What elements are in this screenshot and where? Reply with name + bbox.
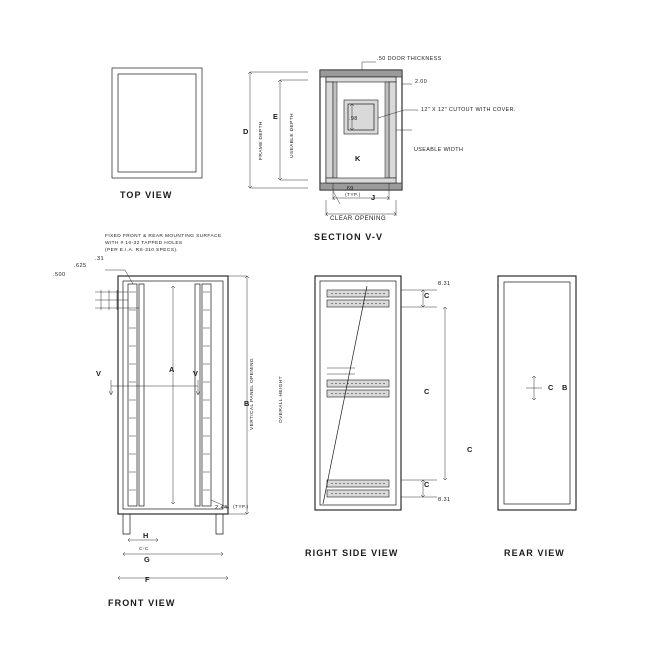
vertical-panel-opening-label: VERTICAL PANEL OPENING bbox=[250, 358, 255, 430]
dim-098: .98 bbox=[349, 116, 358, 122]
right-dim-c-bottom: C bbox=[424, 480, 430, 489]
section-dim-j: J bbox=[371, 193, 376, 202]
front-section-mark-right: V bbox=[193, 369, 199, 378]
dim-069: .69 bbox=[345, 186, 354, 192]
section-dim-d: D bbox=[243, 127, 249, 136]
dim-200: 2.00 bbox=[415, 79, 428, 85]
front-cc-label: C-C bbox=[139, 547, 149, 552]
right-side-view-title: RIGHT SIDE VIEW bbox=[305, 548, 399, 558]
dim-500: .500 bbox=[53, 272, 66, 278]
front-section-mark-left: V bbox=[96, 369, 102, 378]
right-dim-831-bottom: 8.31 bbox=[438, 497, 451, 503]
rear-view-title: REAR VIEW bbox=[504, 548, 565, 558]
cutout-note: 12" X 12" CUTOUT WITH COVER. bbox=[421, 107, 516, 113]
right-dim-831-top: 8.31 bbox=[438, 281, 451, 287]
section-dim-k: K bbox=[355, 154, 361, 163]
dim-31: .31 bbox=[95, 256, 104, 262]
front-dim-f: F bbox=[145, 575, 150, 584]
right-dim-c-mid: C bbox=[424, 387, 430, 396]
clear-opening-note: CLEAR OPENING bbox=[330, 215, 387, 222]
front-dim-b: B bbox=[244, 399, 250, 408]
front-dim-a: A bbox=[169, 365, 175, 374]
front-dim-h: H bbox=[143, 531, 149, 540]
dim-625: .625 bbox=[74, 263, 87, 269]
mounting-note-line3: (PER E.I.A. RS-310 SPECS). bbox=[105, 248, 179, 253]
front-view-title: FRONT VIEW bbox=[108, 598, 176, 608]
front-dim-g: G bbox=[144, 555, 151, 564]
right-dim-c-overall: C bbox=[467, 445, 473, 454]
mounting-note-line1: FIXED FRONT & REAR MOUNTING SURFACE bbox=[105, 234, 222, 239]
rear-dim-b: B bbox=[562, 383, 568, 392]
overall-height-label: OVERALL HEIGHT bbox=[279, 375, 284, 423]
useable-width-note: USEABLE WIDTH bbox=[414, 147, 464, 153]
useable-depth-label: USEABLE DEPTH bbox=[290, 113, 295, 158]
door-thickness-note: .50 DOOR THICKNESS bbox=[377, 56, 442, 62]
frame-depth-label: FRAME DEPTH bbox=[259, 121, 264, 160]
section-dim-e: E bbox=[273, 112, 279, 121]
section-view-title: SECTION V-V bbox=[314, 232, 384, 242]
right-dim-c-top: C bbox=[424, 291, 430, 300]
dim-244: 2.44 bbox=[215, 505, 228, 511]
mounting-note-line2: WITH # 10-32 TAPPED HOLES bbox=[105, 241, 183, 246]
top-view-title: TOP VIEW bbox=[120, 190, 173, 200]
dim-244-typ: (TYP.) bbox=[233, 505, 249, 510]
rear-dim-c: C bbox=[548, 383, 554, 392]
dim-069-typ: (TYP.) bbox=[345, 193, 361, 198]
